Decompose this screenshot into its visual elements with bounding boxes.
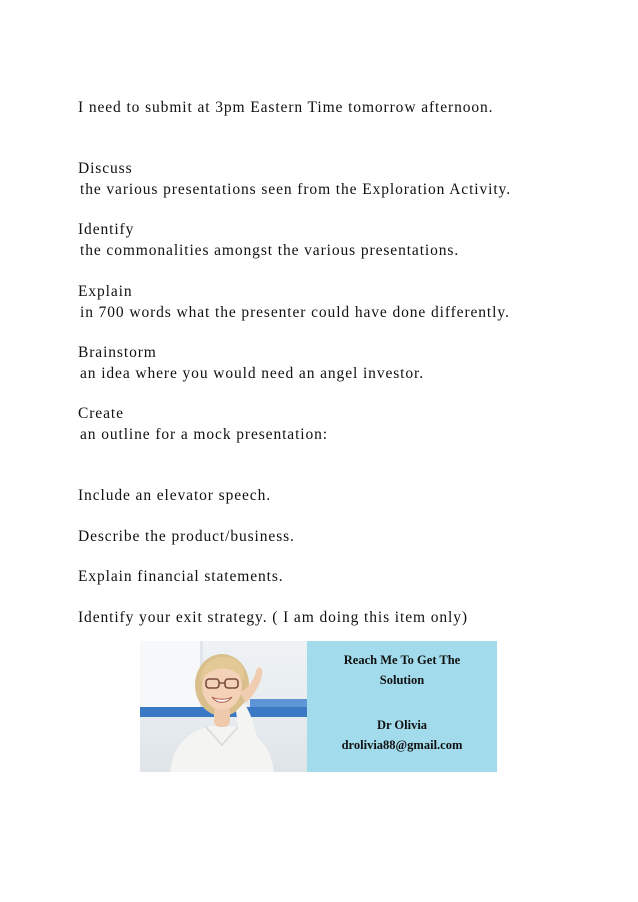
contact-name: Dr Olivia: [376, 718, 428, 732]
task-brainstorm-heading: Brainstorm: [78, 344, 157, 361]
contact-email[interactable]: drolivia88@gmail.com: [341, 738, 463, 752]
person-illustration-icon: [140, 641, 307, 772]
outline-item-financial: Explain financial statements.: [78, 568, 284, 585]
task-explain-heading: Explain: [78, 283, 133, 300]
outline-item-product: Describe the product/business.: [78, 528, 295, 545]
task-create-heading: Create: [78, 405, 124, 422]
outline-item-elevator: Include an elevator speech.: [78, 487, 271, 504]
task-discuss-heading: Discuss: [78, 160, 133, 177]
task-explain-detail: in 700 words what the presenter could have done differently.: [80, 304, 510, 321]
contact-banner: [140, 641, 497, 772]
contact-headline-line1: Reach Me To Get The: [343, 653, 461, 667]
task-identify-heading: Identify: [78, 221, 135, 238]
tutor-photo: [140, 641, 307, 772]
contact-card: [307, 641, 497, 772]
contact-headline-line2: Solution: [379, 673, 425, 687]
task-identify-detail: the commonalities amongst the various presentations.: [80, 242, 460, 259]
task-brainstorm-detail: an idea where you would need an angel investor.: [80, 365, 425, 382]
task-create-detail: an outline for a mock presentation:: [80, 426, 329, 443]
deadline-text: I need to submit at 3pm Eastern Time tomorrow afternoon.: [78, 99, 494, 116]
task-discuss-detail: the various presentations seen from the Exploration Activity.: [80, 181, 511, 198]
outline-item-exit: Identify your exit strategy. ( I am doing this item only): [78, 609, 468, 626]
